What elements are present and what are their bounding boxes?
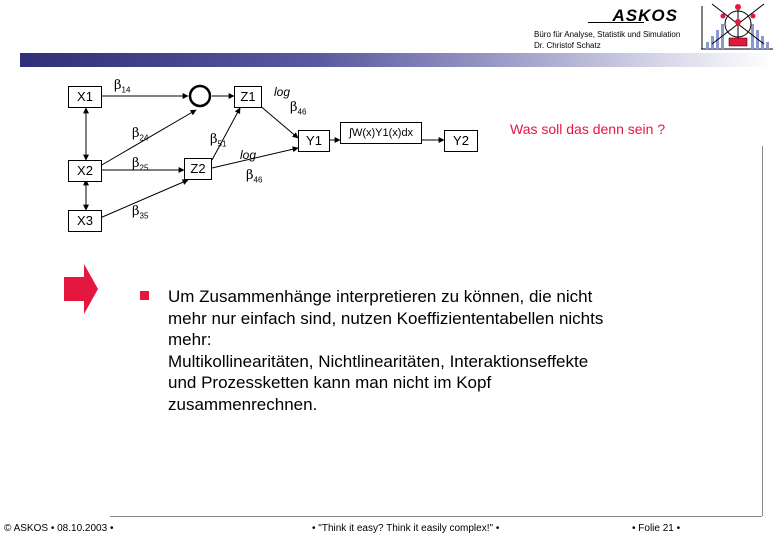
bullet-square	[140, 291, 149, 300]
node-y1: Y1	[298, 130, 330, 152]
log-top-label: log	[274, 85, 291, 99]
node-x3: X3	[68, 210, 102, 232]
node-z2: Z2	[184, 158, 212, 180]
beta-51-label: $\beta_{51}$	[210, 132, 227, 149]
node-y2: Y2	[444, 130, 478, 152]
beta-25-label: $\beta_{25}$	[132, 156, 149, 173]
beta-14-label: $\beta_{14}$	[114, 78, 131, 95]
beta-46-top-label: $\beta_{46}$	[290, 100, 307, 117]
footer-slogan: "Think it easy? Think it easily complex!"	[318, 523, 494, 534]
footer-right: • Folie 21 •	[632, 523, 681, 534]
frame-right-edge	[762, 146, 763, 516]
logo-subtitle: Büro für Analyse, Statistik und Simulation	[534, 30, 681, 39]
question-annotation: Was soll das denn sein ?	[510, 121, 666, 137]
frame-bottom-edge	[110, 516, 762, 517]
footer-copyright: © ASKOS	[4, 523, 49, 534]
footer-left: © ASKOS • 08.10.2003 •	[4, 523, 114, 534]
beta-24-label: $\beta_{24}$	[132, 126, 149, 143]
beta-35-label: $\beta_{35}$	[132, 204, 149, 221]
log-mid-label: log	[240, 148, 257, 162]
footer-center: • "Think it easy? Think it easily complex!" •	[312, 523, 500, 534]
footer-slide-number: Folie 21	[638, 523, 674, 534]
red-arrow-icon	[64, 264, 98, 314]
node-x2: X2	[68, 160, 102, 182]
node-x1: X1	[68, 86, 102, 108]
logo-name: ASKOS	[612, 6, 678, 25]
footer-date: 08.10.2003	[57, 523, 108, 534]
body-text: Um Zusammenhänge interpretieren zu können, die nicht mehr nur einfach sind, nutzen Koeffiziententabellen nichts mehr: Multikollinearitäten, Nichtlinearitäten, Interaktionseffekte und Prozessketten kann man nicht im Kopf zusammenrechnen.	[168, 287, 604, 414]
node-z1: Z1	[234, 86, 262, 108]
node-integral: ∫W(x)Y1(x)dx	[340, 122, 422, 144]
logo-owner: Dr. Christof Schatz	[534, 41, 601, 50]
beta-46-mid-label: $\beta_{46}$	[246, 168, 263, 185]
sum-node	[190, 86, 210, 106]
